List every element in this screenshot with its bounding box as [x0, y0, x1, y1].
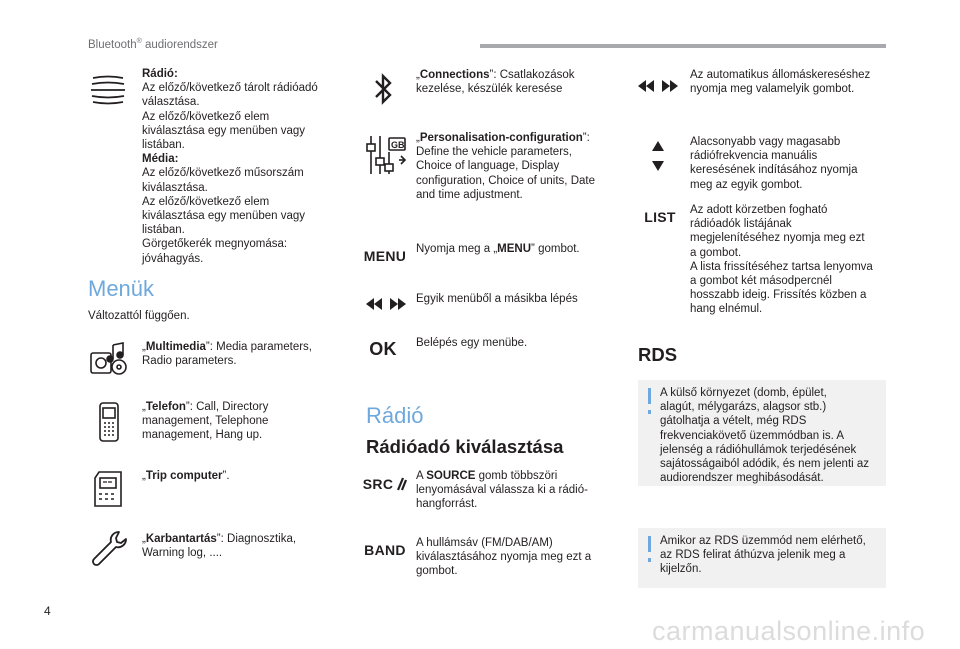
menu-navigation-description: Egyik menüből a másikba lépés — [416, 293, 578, 305]
list-button-icon: LIST — [644, 209, 676, 225]
menu-heading: Menük — [88, 276, 155, 301]
multimedia-icon — [88, 340, 130, 376]
manual-search-description: Alacsonyabb vagy magasabb rádiófrekvencia manuális keresésének indításához nyomja meg az egyik gombot. — [690, 136, 858, 191]
header-title-part: audiorendszer — [141, 38, 218, 51]
auto-search-description: Az automatikus állomáskereséshez nyomja meg valamelyik gombot. — [690, 69, 871, 96]
bluetooth-icon — [370, 70, 398, 108]
info-icon-dot — [648, 558, 651, 562]
menu-trip-computer-description: „Trip computer”. — [142, 470, 230, 482]
phone-icon — [96, 402, 122, 442]
header-title-part: Bluetooth — [88, 38, 137, 51]
trip-computer-icon — [90, 470, 126, 510]
source-icon-label: SRC — [362, 476, 394, 492]
page-number: 4 — [44, 604, 51, 618]
ok-button-icon: OK — [369, 338, 397, 359]
left-right-arrows-icon — [364, 294, 408, 314]
list-button-description: Az adott körzetben fogható rádióadók listájának megjelenítéséhez nyomja meg ezt a gombot. A lista frissítéséhez tartsa lenyomva a gombot két másodpercnél hosszabb ideig. Frissítés közben a hang elnémul. — [690, 204, 873, 316]
ok-button-description: Belépés egy menübe. — [416, 337, 528, 349]
personalisation-settings-icon — [364, 133, 408, 177]
station-selection-heading: Rádióadó kiválasztása — [366, 436, 564, 457]
seek-arrows-icon — [636, 76, 680, 96]
source-button-icon — [362, 474, 408, 494]
band-button-description: A hullámsáv (FM/DAB/AM) kiválasztásához nyomja meg ezt a gombot. — [416, 537, 592, 578]
menu-intro: Változattól függően. — [88, 310, 190, 322]
menu-multimedia-description: „Multimedia”: Media parameters, Radio parameters. — [142, 341, 313, 368]
registered-mark: ® — [136, 38, 142, 45]
info-icon — [648, 536, 651, 552]
menu-connections-description: „Connections”: Csatlakozások kezelése, készülék keresése — [416, 69, 575, 96]
menu-button-description: Nyomja meg a „MENU” gombot. — [416, 243, 580, 255]
wrench-icon — [88, 528, 128, 570]
up-down-arrows-icon — [650, 138, 666, 174]
rds-info-text: A külső környezet (domb, épület, alagút, mélygarázs, alagsor stb.) gátolhatja a vételt, még RDS frekvenciakövető üzemmódban is. A jelenség a rádióhullámok terjedésének sajátosságaiból adódik, és nem jelenti az audiorendszer meghibásodását. — [660, 387, 870, 485]
menu-button-icon: MENU — [363, 248, 407, 264]
menu-telefon-description: „Telefon”: Call, Directory management, Telephone management, Hang up. — [142, 401, 269, 442]
radio-media-description: Rádió: Az előző/következő tárolt rádióadó választása. Az előző/következő elem kiválasztása egy menüben vagy listában. Média: Az előző/következő műsorszám kiválasztása. Az előző/következő elem kiválasztása egy menüben vagy listában. Görgetőkerék megnyomása: jóváhagyás. — [142, 68, 318, 265]
section-header — [88, 38, 218, 51]
band-button-icon: BAND — [364, 542, 406, 558]
header-rule — [480, 44, 886, 48]
rds-unavailable-text: Amikor az RDS üzemmód nem elérhető, az RDS felirat áthúzva jelenik meg a kijelzőn. — [660, 535, 866, 576]
source-button-description: A SOURCE gomb többszöri lenyomásával válassza ki a rádió- hangforrást. — [416, 470, 588, 511]
radio-heading: Rádió — [366, 403, 424, 428]
rds-info-note — [638, 380, 886, 486]
info-icon — [648, 388, 651, 404]
watermark: carmanualsonline.info — [652, 616, 926, 646]
menu-karbantartas-description: „Karbantartás”: Diagnosztika, Warning log, .... — [142, 533, 297, 560]
rds-unavailable-note — [638, 528, 886, 588]
info-icon-dot — [648, 410, 651, 414]
menu-personalisation-description: „Personalisation-configuration”: Define the vehicle parameters, Choice of language, Display configuration, Choice of units, Date and time adjustment. — [416, 132, 595, 201]
rds-heading: RDS — [638, 344, 678, 365]
svg-text:GB: GB — [391, 140, 405, 150]
scroll-wheel-icon — [88, 72, 128, 108]
